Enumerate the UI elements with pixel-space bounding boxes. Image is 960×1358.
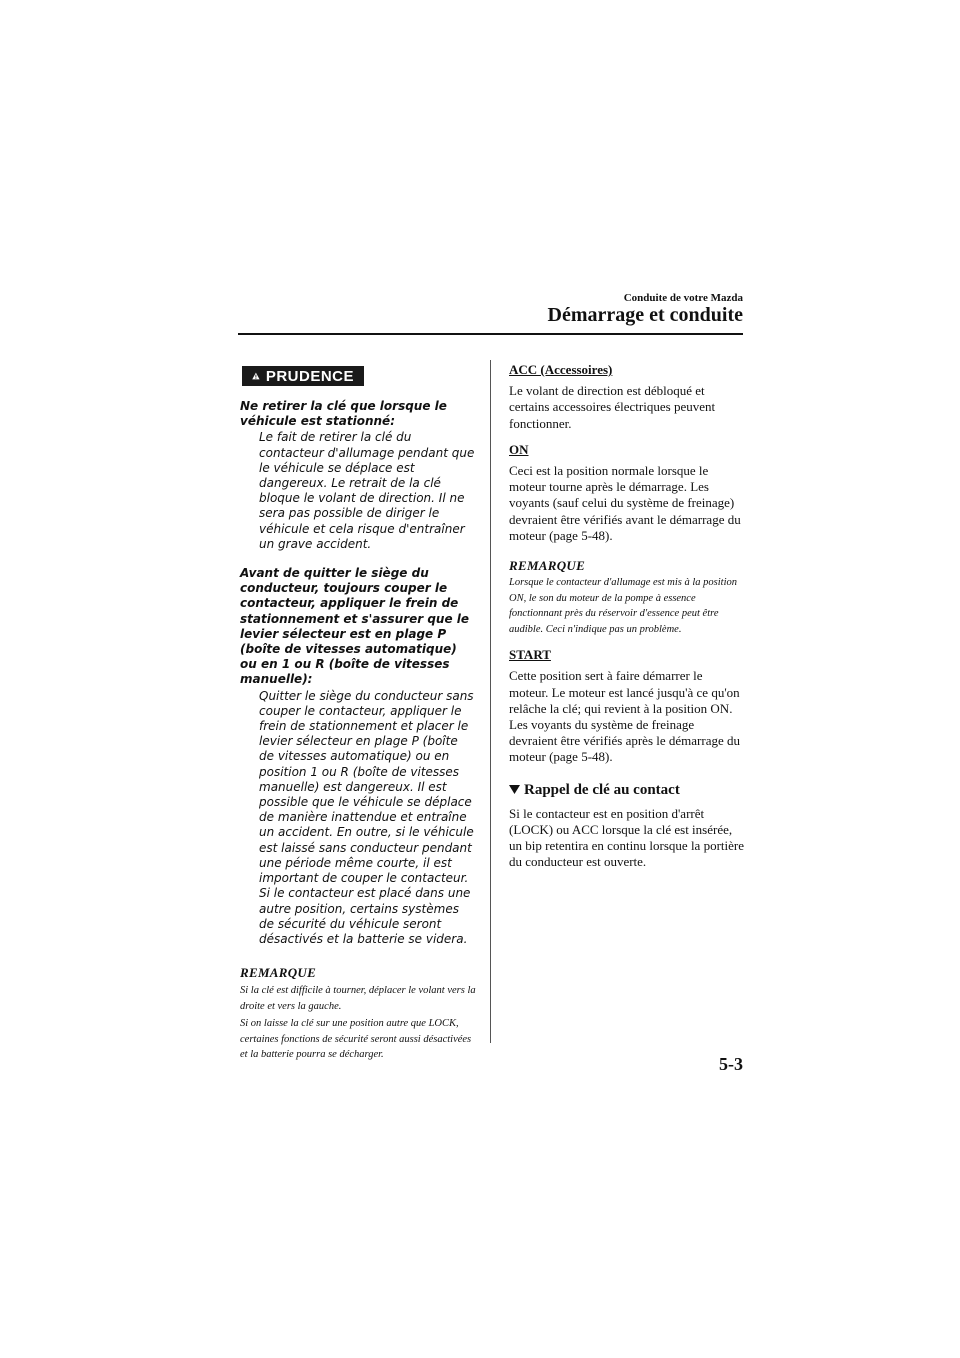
warning-body: Quitter le siège du conducteur sans couper le contacteur, appliquer le frein de stationnement et placer le levier sélecteur en plage P (boîte de vitesses automatique) ou en position 1 ou R (boîte de vitesses manuelle) est dangereux. Il est possible que le véhicule se déplace de manière inattendue et entraîne un accident. En outre, si le véhicule est laissé sans conducteur pendant une période même courte, il est important de couper le contacteur. Si le contacteur est placé dans une autre position, certains systèmes de sécurité du véhicule seront désactivés et la batterie se videra. — [259, 688, 474, 946]
warning-block-2 — [240, 566, 476, 947]
section-title: Démarrage et conduite — [547, 304, 743, 326]
reminder-text: Si le contacteur est en position d'arrêt (LOCK) ou ACC lorsque la clé est insérée, un bip retentira en continu lorsque la portière du conducteur est ouverte. — [509, 805, 745, 870]
acc-text: Le volant de direction est débloqué et certains accessoires électriques peuvent fonctionner. — [509, 383, 716, 431]
chapter-title: Conduite de votre Mazda — [623, 292, 743, 304]
triangle-down-icon — [509, 784, 520, 795]
note-text: Lorsque le contacteur d'allumage est mis à la position ON, le son du moteur de la pompe à essence fonctionnant près du réservoir d'essence peut être audible. Ceci n'indique pas un problème. — [509, 577, 737, 635]
subsection-heading — [509, 782, 745, 798]
warning-heading: Ne retirer la clé que lorsque le véhicule est stationné: — [240, 399, 447, 429]
warning-body: Le fait de retirer la clé du contacteur d'allumage pendant que le véhicule se déplace est dangereux. Le retrait de la clé bloque le volant de direction. Il ne sera pas possible de diriger le véhicule et cela risque d'entraîner un grave accident. — [259, 430, 475, 551]
column-divider — [490, 360, 491, 1043]
reminder-heading: Rappel de clé au contact — [524, 781, 680, 798]
warning-heading: Avant de quitter le siège du conducteur, toujours couper le contacteur, appliquer le frein de stationnement et s'assurer que le levier sélecteur est en plage P (boîte de vitesses automatique) ou en 1 ou R (boîte de vitesses manuelle): — [240, 566, 470, 687]
warning-block-1 — [240, 399, 476, 552]
start-text: Cette position sert à faire démarrer le moteur. Le moteur est lancé jusqu'à ce qu'on relâche la clé; qui revient à la position ON. Les voyants du système de freinage devraient être vérifiés après le démarrage du moteur (page 5-48). — [509, 668, 740, 765]
on-heading: ON — [509, 441, 529, 457]
caution-badge — [242, 366, 364, 386]
on-text: Ceci est la position normale lorsque le moteur tourne après le démarrage. Les voyants (sauf celui du système de freinage) devraient être vérifiés avant le démarrage du moteur (page 5-48). — [509, 463, 741, 543]
note-line: Si on laisse la clé sur une position autre que LOCK, certaines fonctions de sécurité seront aussi désactivées et la batterie pourra se décharger. — [240, 1018, 472, 1061]
caution-label: PRUDENCE — [265, 367, 354, 385]
note-line: Si la clé est difficile à tourner, déplacer le volant vers la droite et vers la gauche. — [240, 985, 476, 1012]
note-title: REMARQUE — [509, 558, 586, 574]
header-rule — [238, 333, 743, 335]
acc-heading: ACC (Accessoires) — [509, 362, 613, 377]
note-title: REMARQUE — [240, 965, 317, 981]
page-number: 5-3 — [719, 1054, 743, 1074]
start-heading: START — [509, 647, 551, 663]
warning-icon — [252, 368, 260, 384]
left-column — [240, 366, 476, 1063]
right-column — [509, 362, 745, 871]
